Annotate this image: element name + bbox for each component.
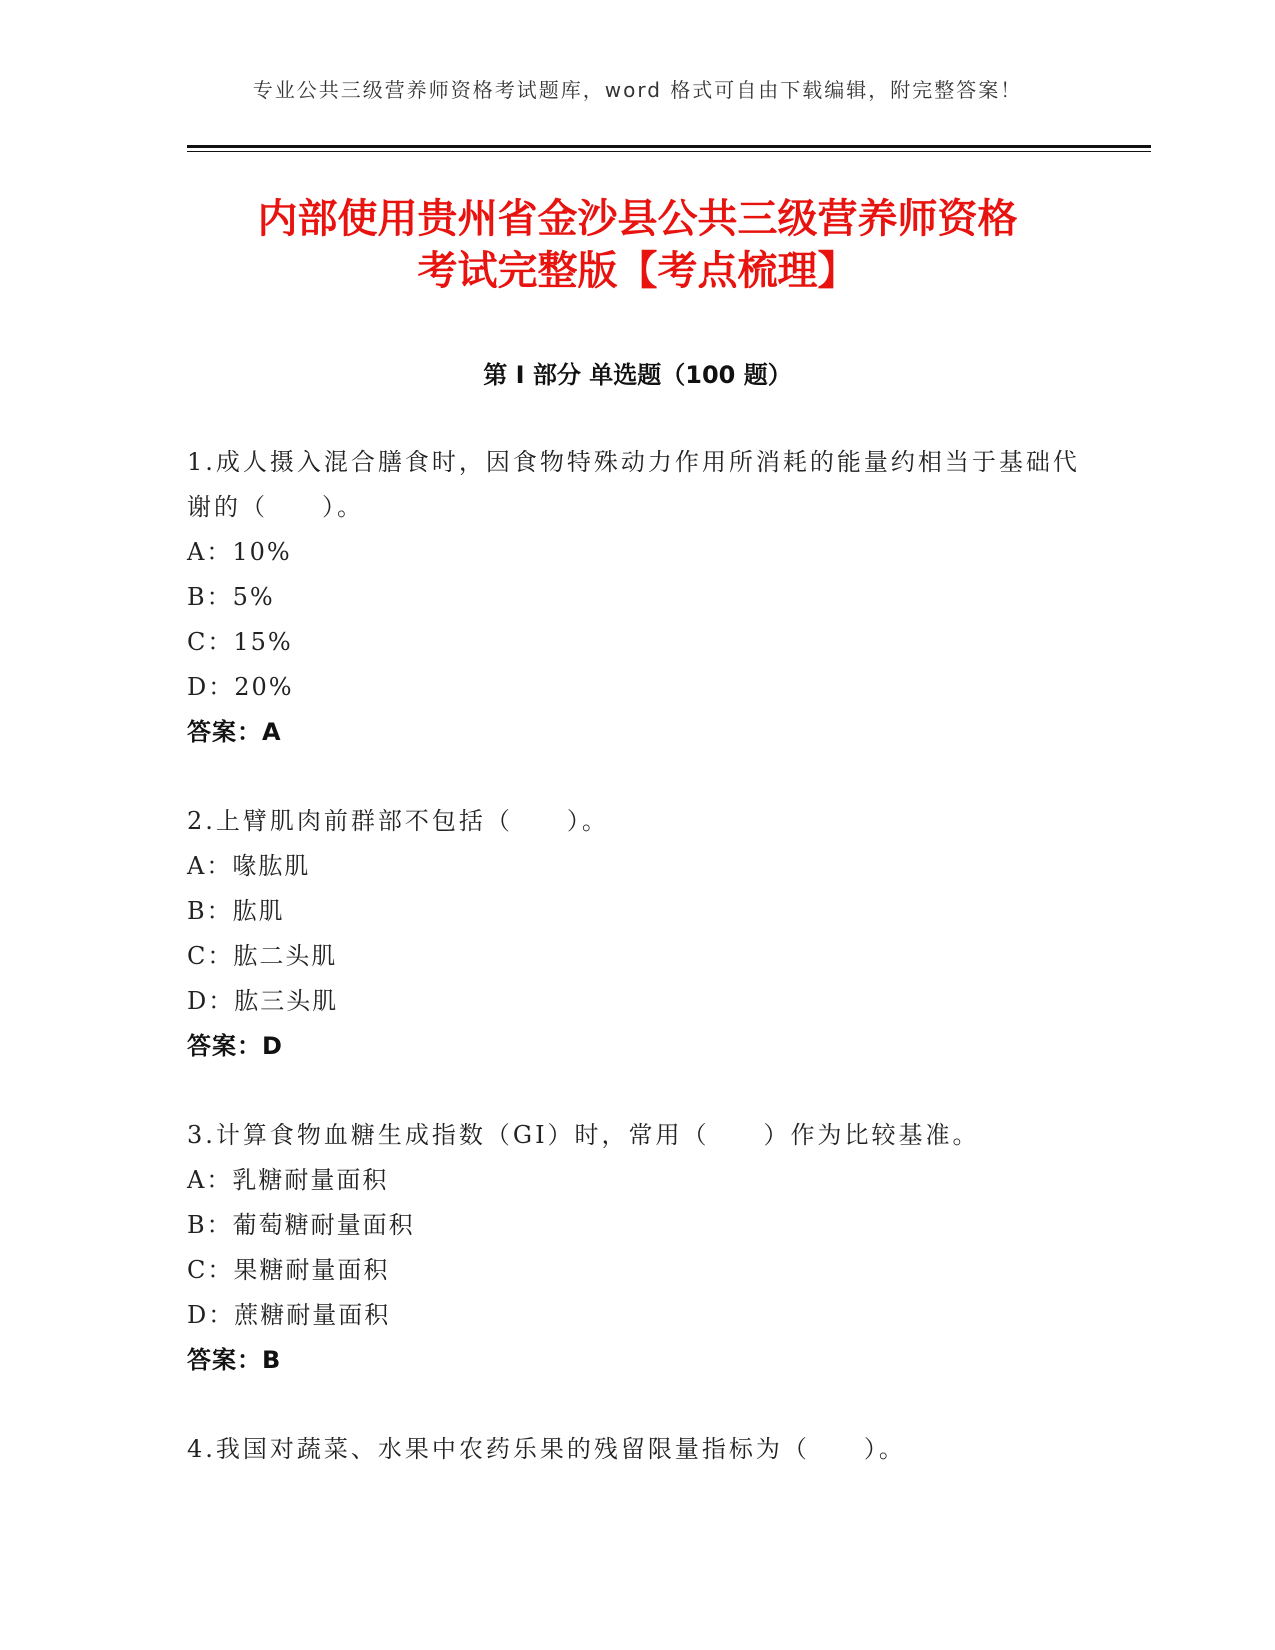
option-letter: B： <box>187 1211 233 1239</box>
option-text: 20% <box>234 673 294 701</box>
option-c <box>187 934 1087 979</box>
option-text: 肱肌 <box>232 897 285 925</box>
option-text: 5% <box>232 583 275 611</box>
option-letter: C： <box>187 942 234 970</box>
option-text: 肱二头肌 <box>233 942 338 970</box>
page-header: 专业公共三级营养师资格考试题库，word 格式可自由下载编辑，附完整答案！ <box>252 78 1023 102</box>
option-letter: C： <box>187 628 234 656</box>
option-c <box>187 1248 1087 1293</box>
answer: 答案：D <box>187 1032 283 1060</box>
question-stem: 2.上臂肌肉前群部不包括（ ）。 <box>187 807 609 835</box>
option-letter: B： <box>187 583 233 611</box>
document-title <box>150 193 1125 297</box>
option-letter: B： <box>187 897 233 925</box>
option-text: 果糖耐量面积 <box>233 1256 390 1284</box>
section-heading: 第 I 部分 单选题（100 题） <box>483 361 792 389</box>
option-d <box>187 665 1087 710</box>
question-4 <box>187 1427 1087 1472</box>
option-b <box>187 575 1087 620</box>
question-list <box>187 440 1087 1516</box>
option-text: 喙肱肌 <box>232 852 311 880</box>
option-text: 肱三头肌 <box>234 987 339 1015</box>
option-letter: D： <box>187 1301 235 1329</box>
question-stem: 3.计算食物血糖生成指数（GI）时，常用（ ）作为比较基准。 <box>187 1121 980 1149</box>
option-d <box>187 979 1087 1024</box>
option-text: 葡萄糖耐量面积 <box>232 1211 415 1239</box>
option-letter: D： <box>187 673 235 701</box>
option-a <box>187 530 1087 575</box>
header-rule-thin <box>187 151 1151 152</box>
option-text: 10% <box>232 538 292 566</box>
question-stem: 1.成人摄入混合膳食时，因食物特殊动力作用所消耗的能量约相当于基础代谢的（ ）。 <box>187 448 1080 521</box>
option-letter: A： <box>187 538 233 566</box>
option-text: 15% <box>233 628 293 656</box>
option-d <box>187 1293 1087 1338</box>
document-title-line-2: 考试完整版【考点梳理】 <box>417 248 858 294</box>
document-title-line-1: 内部使用贵州省金沙县公共三级营养师资格 <box>257 196 1018 242</box>
option-a <box>187 844 1087 889</box>
question-3 <box>187 1113 1087 1383</box>
answer: 答案：B <box>187 1346 282 1374</box>
question-stem: 4.我国对蔬菜、水果中农药乐果的残留限量指标为（ ）。 <box>187 1435 906 1463</box>
option-letter: C： <box>187 1256 234 1284</box>
question-2 <box>187 799 1087 1069</box>
option-b <box>187 889 1087 934</box>
option-letter: D： <box>187 987 235 1015</box>
option-letter: A： <box>187 852 233 880</box>
header-rule-thick <box>187 145 1151 148</box>
question-1 <box>187 440 1087 755</box>
option-c <box>187 620 1087 665</box>
option-text: 蔗糖耐量面积 <box>234 1301 391 1329</box>
option-b <box>187 1203 1087 1248</box>
option-a <box>187 1158 1087 1203</box>
option-letter: A： <box>187 1166 233 1194</box>
answer: 答案：A <box>187 718 282 746</box>
option-text: 乳糖耐量面积 <box>232 1166 389 1194</box>
